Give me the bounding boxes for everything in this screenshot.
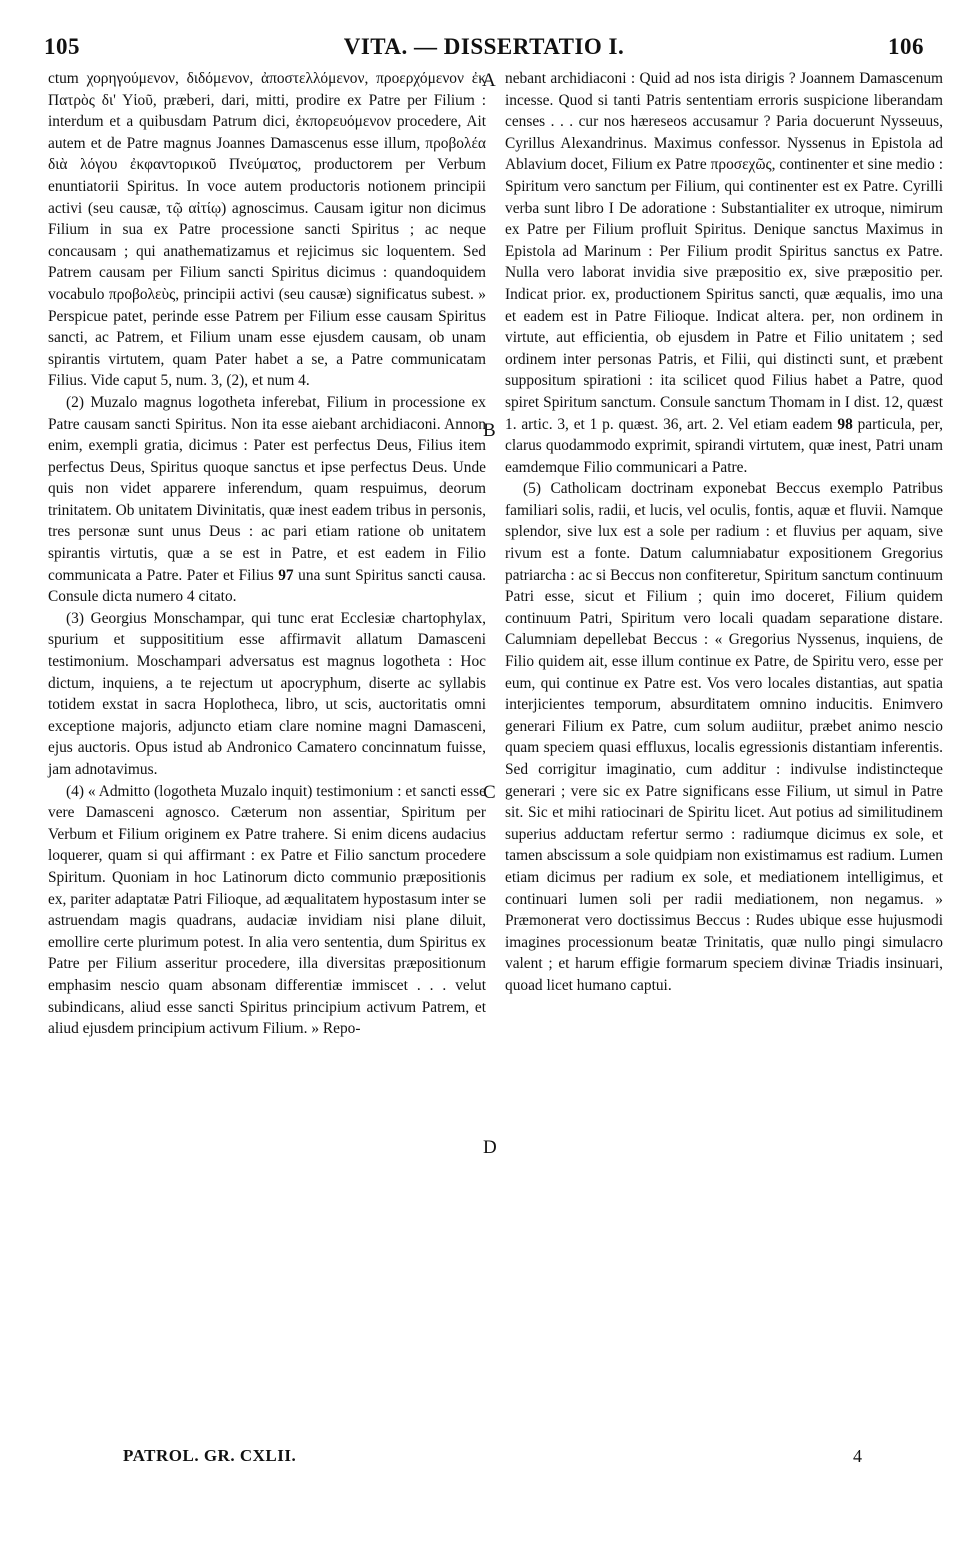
left-paragraph-2	[48, 392, 486, 608]
right-paragraph-2: (5) Catholicam doctrinam exponebat Beccus exemplo Patribus familiari solis, radii, et lucis, vel oculis, fontis, aquæ et fluvii. Namque splendor, sive lux est a sole per radium : et fluvius per aquam, sive rivum est a fonte. Datum calumniabatur expositionem Gregorius patriarcha : ac si Beccus non confiteretur, Spiritum sanctum continuum Patri esse, sicut et Filium ; quin imo doceret, Filium quidem continuum Patri, Spiritum vero locali quadam separatione distare. Calumniam depellebat Beccus : « Gregorius Nyssenus, inquiens, de Filio quidem ait, esse illum continue ex Patre, de Spiritu vero, esse per eum, qui continue ex Patre est. Vos vero locales distantias, aut spatia interjicientes temporum, absurditatem omnino inducitis. Enimvero generari Filium ex Patre, cum solum audiitur, præbet animo nescio quam speciem quasi effluxus, localis egressionis distantiam inferentis. Sed corrigitur imaginatio, cum additur : indivulse indistincteque generari ; vere sic ex Patre significans esse Filium, ut simul in Patre sit. Sic et mihi ratiocinari de Spiritu licet. Aut potius ad similitudinem superius adductam refertur sermo : radiumque dicimus ex sole, et tamen abscissum a sole quidpiam non existimamus est radium. Lumen etiam dicimus per radium ex sole, et mediationem intelligimus, et continuari lumen soli per radii mediationem, non negamus. » Præmonerat vero doctissimus Beccus : Rudes ubique esse hujusmodi imagines processionum beatæ Trinitatis, quæ nullo pingi simulacro valent ; et harum effigie formarum speciem divinæ Triadis insinuari, quoad licet humano captui.	[505, 480, 943, 994]
section-marker-b: B	[483, 420, 496, 441]
left-page-number: 105	[44, 34, 80, 59]
section-marker-c: C	[483, 782, 496, 803]
right-paragraph-1-end: particula, per, clarus quodammodo exprimit, spirandi virtutem, quæ inest, Patri unam eamdemque Filio communicari a Patre.	[505, 415, 943, 476]
section-marker-a: A	[482, 70, 496, 91]
left-paragraph-3: (3) Georgius Monschampar, qui tunc erat Ecclesiæ chartophylax, spurium et supposititium esse affirmavit allatum Damasceni testimonium. Moschampari adversatus est magnus logotheta : Hoc dictum, inquiens, a te rejectum ut apocryphum, diserte ac syllabis totidem exstat in sacra Hoplotheca, libro, ut scis, auctoritatis omni exceptione majoris, adjuncto etiam clare nomine magni Damasceni, ejus auctoris. Opus istud ab Andronico Camatero concinnatum fuisse, jam adnotavimus.	[48, 609, 486, 778]
left-paragraph-1: ctum χορηγούμενον, διδόμενον, ἀποστελλόμενον, προερχόμενον ἐκ Πατρὸς δι' Υἱοῦ, præberi, dari, mitti, prodire ex Patre per Filium : interdum et a quibusdam Patrum dici, ἐκπορευόμενον procedere, Ait autem et de Patre magnus Joannes Damascenus esse illum, προβολέα διὰ λόγου ἐκφαντορικοῦ Πνεύματος, productorem per Verbum enuntiatorii Spiritus. In voce autem productoris notionem principii activi (seu causæ, τῷ αἰτίῳ) agnoscimus. Causam igitur non dicimus Filium in sua ex Patre processione sancti Spiritus ; ac neque concausam ; qui anathematizamus et rejicimus sic loquentem. Sed Patrem causam per Filium sancti Spiritus dicimus : quandoquidem vocabulo προβολεὺς, principii activi (seu causæ) significatus subest. » Perspicue patet, perinde esse Patrem per Filium esse causam Spiritus sancti, ac Patrem, et Filium unam esse ejusdem causam, ob unam spirantis virtutem, quam Pater habet a se, a Patre communicatam Filius. Vide caput 5, num. 3, (2), et num 4.	[48, 70, 486, 390]
margin-number-98: 98	[837, 415, 853, 433]
margin-number-97: 97	[278, 566, 294, 584]
right-column	[505, 68, 943, 997]
left-paragraph-2-text: (2) Muzalo magnus logotheta inferebat, Filium in processione ex Patre causam sancti Spiritus. Non ita esse aiebant archidiaconi. Annon enim, exempli gratia, dicimus : Pater est perfectus Deus, Filius item perfectus Deus, Spiritus quoque sanctus et ipse perfectus Deus. Unde quis non videt apparere inferendum, quam respuimus, deorum trinitatem. Ob unitatem Divinitatis, quæ inest eadem tribus in personis, tres personæ sunt unus Deus : ac pari etiam ratione ob unitatem spirantis virtutis, quæ a se est in Patre, et est eadem in Filio communicata a Patre. Pater et Filius	[48, 393, 486, 584]
page-header	[44, 34, 924, 64]
running-title: VITA. — DISSERTATIO I.	[343, 34, 625, 59]
left-paragraph-4: (4) « Admitto (logotheta Muzalo inquit) testimonium : et sancti esse vere Damasceni agnosco. Cæterum non assentiar, Spiritum per Verbum et Filium originem ex Patre trahere. Si enim dicens audacius loquerer, quam si qui affirmant : ex Patre et Filio sanctum procedere Spiritum. Quoniam in hoc Latinorum dicto communio præpositionis ex, pariter adaptatæ Patri Filioque, ad æqualitatem hypostasum inter se astruendam magis quadrans, audaciæ invidiam nisi plane diluit, emollire certe plurimum potest. In alia vero sententia, dum Spiritus ex Patre per Filium asseritur procedere, illa diversitas præpositionum emphasim nescio quam absonam differentiæ immiscet . . . velut subindicans, aliud esse sancti Spiritus principium activum Patrem, et aliud ejusdem principium activum Filium. » Repo-	[48, 782, 486, 1038]
left-paragraph-2-end: una sunt Spiritus sancti causa. Consule dicta numero 4 citato.	[48, 566, 487, 606]
right-paragraph-1-text: nebant archidiaconi : Quid ad nos ista dirigis ? Joannem Damascenum incesse. Quod si tanti Patris sententiam erroris suspicione liberandam censes . . . cur nos hæreseos accusamur ? Paria docuerunt Nysseuus, Cyrillus Alexandrinus. Maximus confessor. Nyssenus in Epistola ad Ablavium docet, Filium ex Patre προσεχῶς, continenter et sine medio : Spiritum vero sanctum per Filium, qui continenter est ex Patre. Cyrilli verba sunt libro I De adoratione : Substantialiter ex utroque, nimirum ex Patre per Filium profluit Spiritus. Denique sanctus Maximus in Epistola ad Marinum : Per Filium prodit Spiritus sanctus ex Patre. Nulla vero laborat invidia sive præpositio ex, sive præpositio per. Indicat prior. ex, productionem Spiritus sancti, quæ æqualis, imo una et eadem est in Patre Filioque. Indicat altera. per, non ordinem in virtute, aut efficientia, ob ejusdem in Patre et Filio unitatem ; sed ordinem inter personas Patris, et Filii, qui distincti sunt, et præbent suppositum spirationi : ita scilicet quod Filius habet a Patre, quod spiret Spiritum sanctum. Consule sanctum Thomam in I dist. 12, quæst 1. artic. 3, et 1 p. quæst. 36, art. 2. Vel etiam eadem	[505, 70, 943, 433]
section-marker-d: D	[483, 1137, 497, 1158]
footer-sheet-number: 4	[853, 1446, 862, 1466]
left-column	[48, 68, 486, 1040]
footer-signature: PATROL. GR. CXLII.	[123, 1446, 297, 1465]
right-page-number: 106	[888, 34, 924, 59]
right-paragraph-1	[505, 68, 943, 478]
